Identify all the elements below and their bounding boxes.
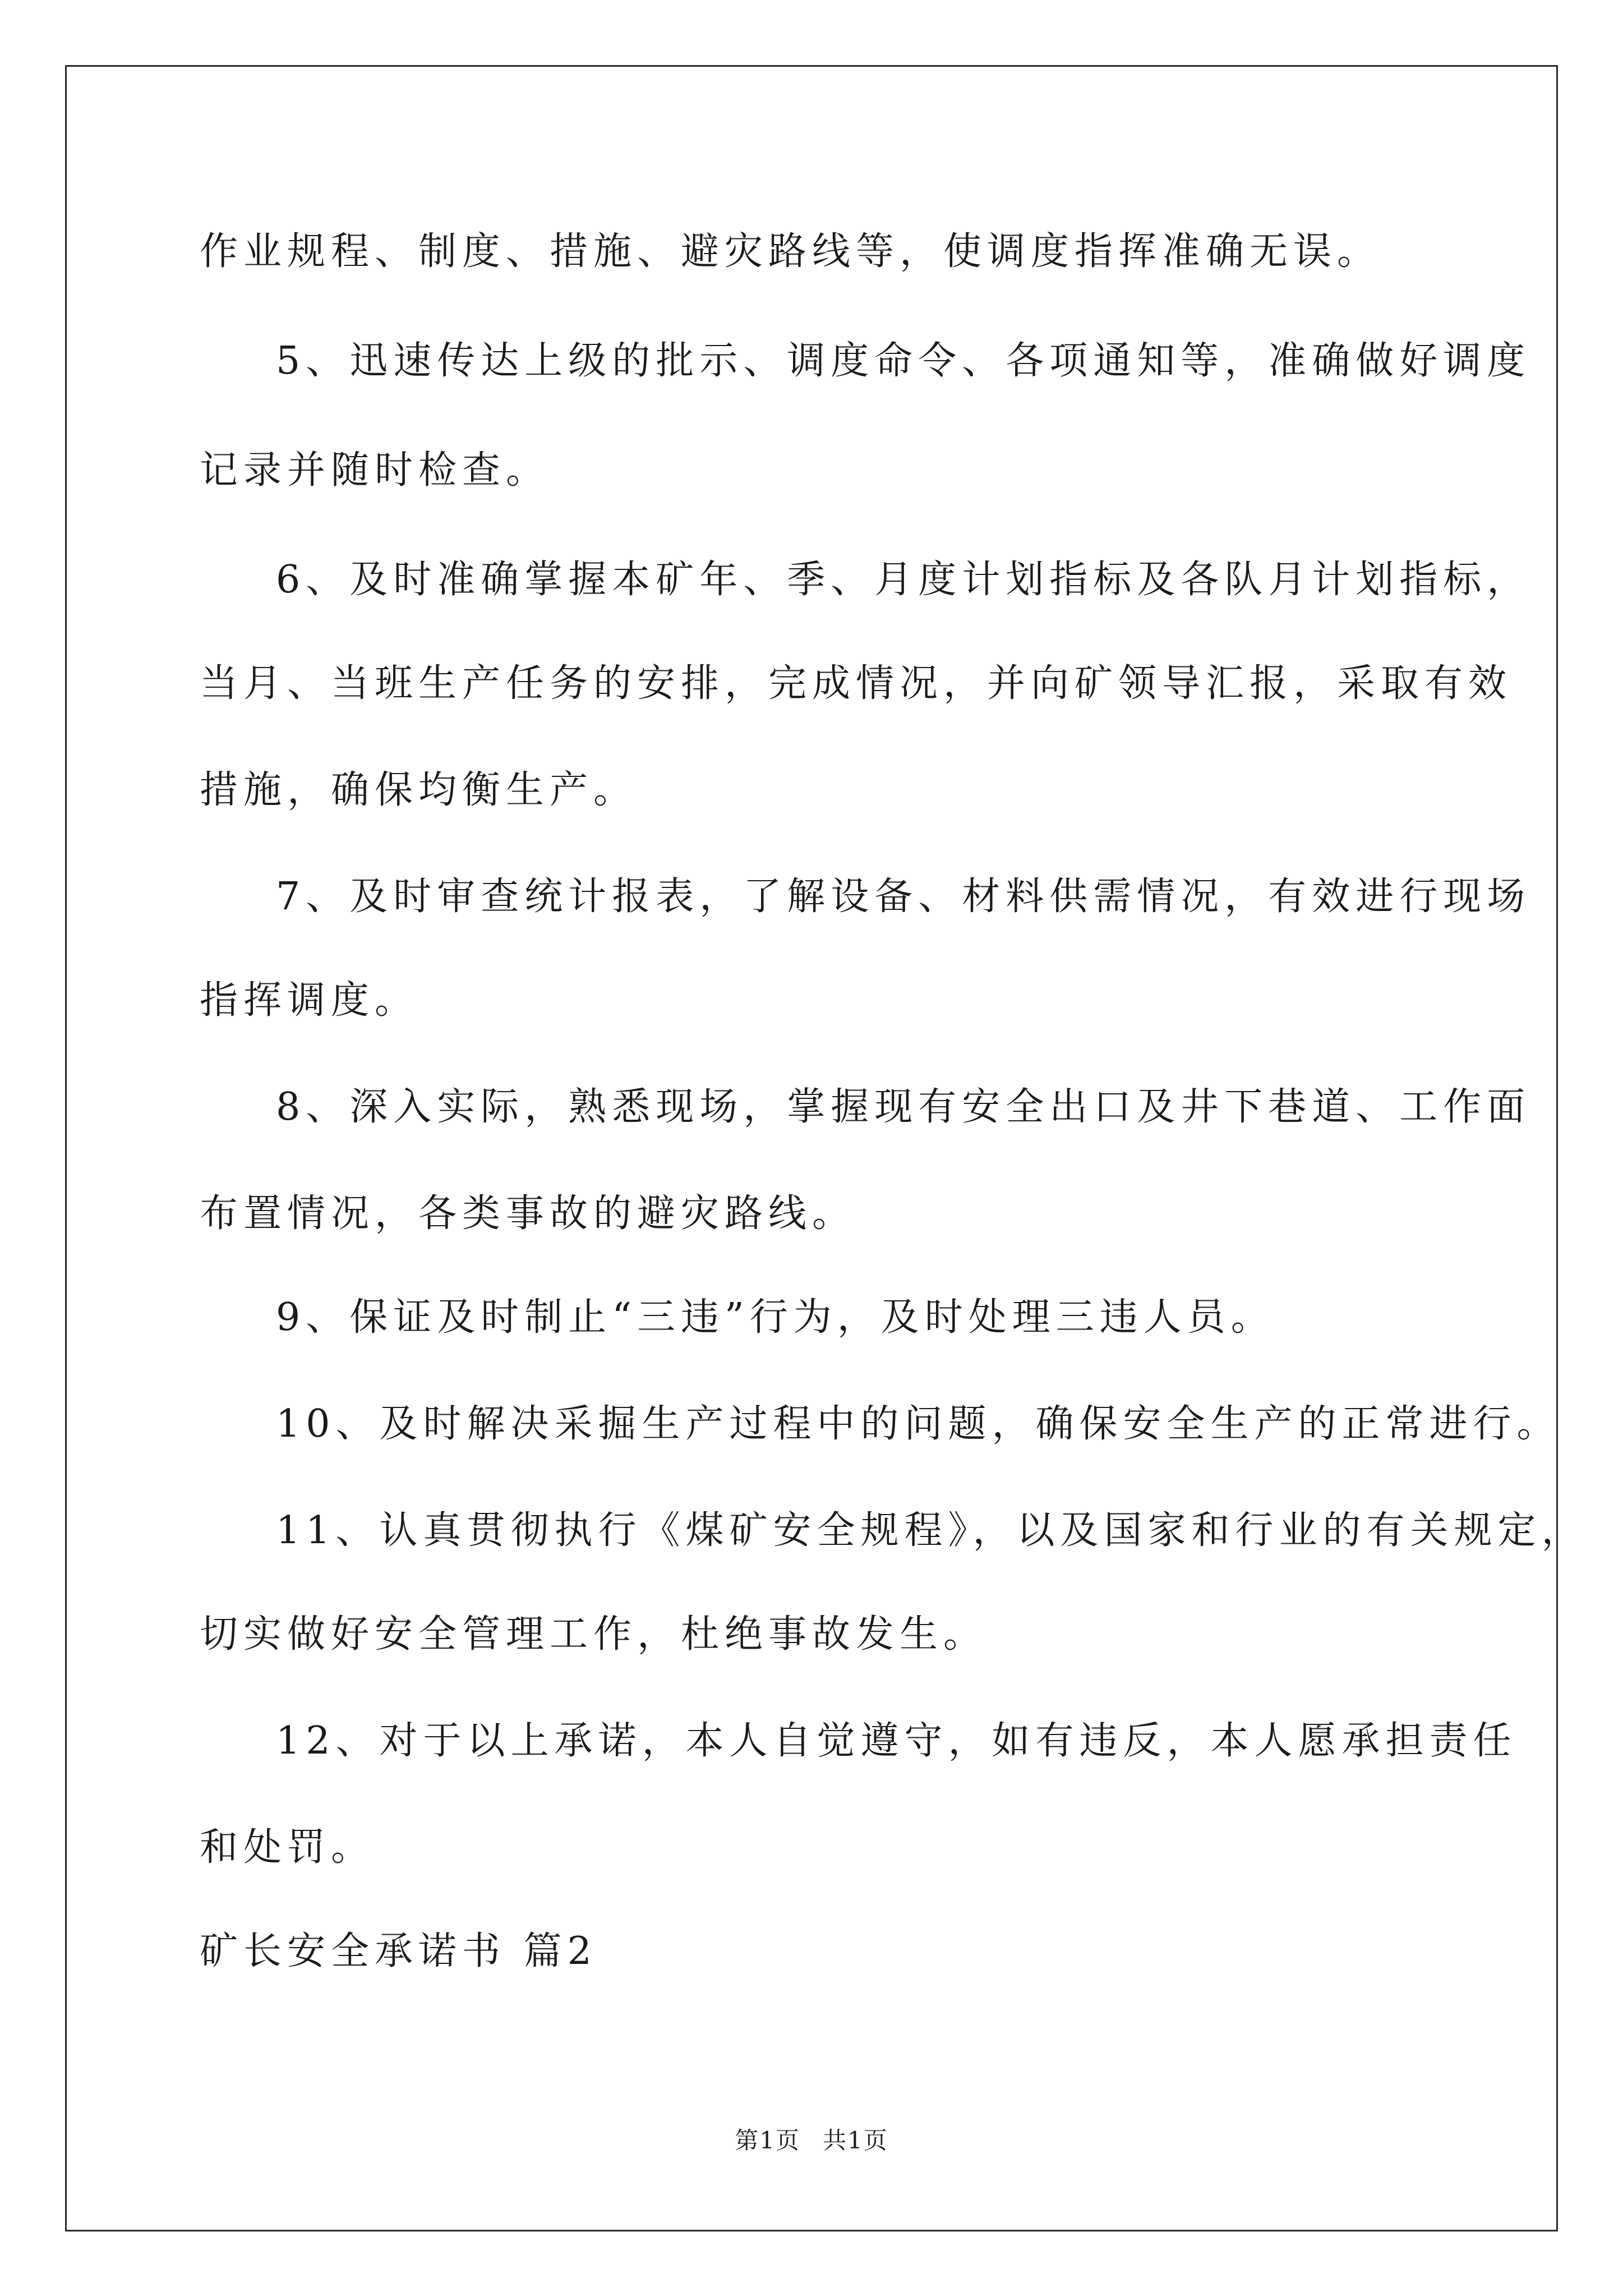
text-line: 7、及时审查统计报表，了解设备、材料供需情况，有效进行现场 [276, 875, 1531, 919]
section-heading: 矿长安全承诺书 篇2 [200, 1929, 597, 1973]
text-line: 11、认真贯彻执行《煤矿安全规程》，以及国家和行业的有关规定， [276, 1508, 1585, 1553]
page-footer [0, 2129, 1623, 2152]
text-line: 5、迅速传达上级的批示、调度命令、各项通知等，准确做好调度 [276, 339, 1531, 383]
text-line: 作业规程、制度、措施、避灾路线等，使调度指挥准确无误。 [200, 229, 1381, 274]
text-line: 当月、当班生产任务的安排，完成情况，并向矿领导汇报，采取有效 [200, 661, 1513, 706]
text-line: 和处罚。 [200, 1825, 375, 1870]
page-border [65, 65, 1558, 2231]
text-line: 布置情况，各类事故的避灾路线。 [200, 1191, 856, 1236]
text-line: 10、及时解决采掘生产过程中的问题，确保安全生产的正常进行。 [276, 1402, 1561, 1446]
text-line: 切实做好安全管理工作，杜绝事故发生。 [200, 1612, 988, 1657]
text-line: 8、深入实际，熟悉现场，掌握现有安全出口及井下巷道、工作面 [276, 1085, 1531, 1129]
text-line: 12、对于以上承诺，本人自觉遵守，如有违反，本人愿承担责任 [276, 1719, 1517, 1763]
page-number: 第1页 [735, 2127, 800, 2154]
text-line: 9、保证及时制止“三违”行为，及时处理三违人员。 [276, 1295, 1275, 1340]
text-line: 指挥调度。 [200, 978, 419, 1023]
text-line: 记录并随时检查。 [200, 448, 550, 493]
text-line: 措施，确保均衡生产。 [200, 768, 638, 812]
text-line: 6、及时准确掌握本矿年、季、月度计划指标及各队月计划指标， [276, 558, 1531, 602]
total-pages: 共1页 [823, 2127, 888, 2154]
